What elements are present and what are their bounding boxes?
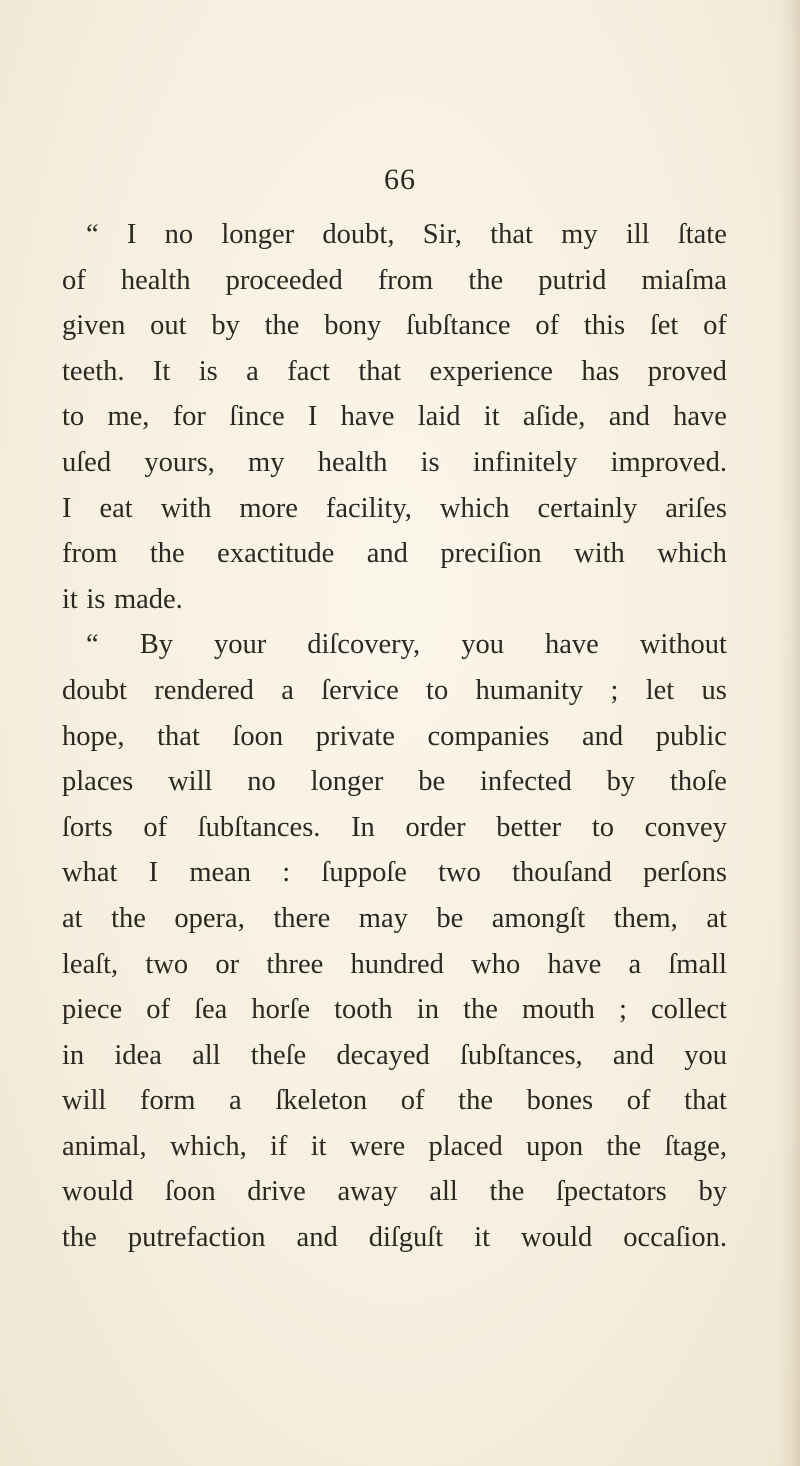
text-line: ſorts of ſubſtances. In order better to convey xyxy=(62,811,727,843)
text-line: to me, for ſince I have laid it aſide, and have xyxy=(62,401,727,433)
text-line: “ I no longer doubt, Sir, that my ill ſtate xyxy=(86,219,727,250)
text-line: I eat with more facility, which certainly ariſes xyxy=(62,492,727,524)
text-line: places will no longer be infected by thoſe xyxy=(62,766,727,798)
page-edge-shadow xyxy=(778,0,800,1466)
text-line: hope, that ſoon private companies and public xyxy=(62,720,727,752)
text-line: uſed yours, my health is infinitely improved. xyxy=(62,446,727,478)
text-line: what I mean : ſuppoſe two thouſand perſons xyxy=(62,857,727,889)
text-line: will form a ſkeleton of the bones of that xyxy=(62,1085,727,1117)
text-line: given out by the bony ſubſtance of this ſet of xyxy=(62,310,727,342)
text-line: would ſoon drive away all the ſpectators by xyxy=(62,1176,727,1208)
page-number: 66 xyxy=(384,163,416,196)
body-text xyxy=(62,212,727,1261)
text-line: it is made. xyxy=(62,583,183,615)
text-line: “ By your diſcovery, you have without xyxy=(86,629,727,661)
text-line: teeth. It is a fact that experience has proved xyxy=(62,355,727,387)
text-line: leaſt, two or three hundred who have a ſmall xyxy=(62,948,727,980)
text-line: at the opera, there may be amongſt them, at xyxy=(62,902,727,934)
text-line: the putrefaction and diſguſt it would occaſion. xyxy=(62,1222,727,1254)
text-line: in idea all theſe decayed ſubſtances, and you xyxy=(62,1039,727,1071)
text-line: animal, which, if it were placed upon the ſtage, xyxy=(62,1130,727,1162)
text-line: from the exactitude and preciſion with which xyxy=(62,538,727,570)
text-line: piece of ſea horſe tooth in the mouth ; collect xyxy=(62,994,727,1026)
text-line: doubt rendered a ſervice to humanity ; let us xyxy=(62,674,727,706)
text-line: of health proceeded from the putrid miaſma xyxy=(62,264,727,296)
